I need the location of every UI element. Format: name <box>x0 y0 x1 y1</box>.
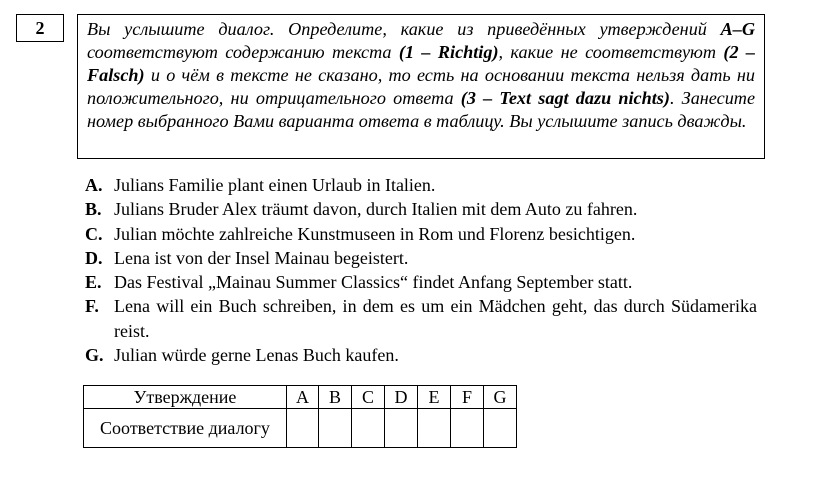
task-number: 2 <box>35 17 45 38</box>
answer-column-header: C <box>352 386 385 409</box>
instruction-emphasis: A–G <box>720 19 755 39</box>
statement-item <box>85 270 757 294</box>
answer-column-header: G <box>484 386 517 409</box>
answer-cell[interactable] <box>451 409 484 448</box>
answer-cell[interactable] <box>484 409 517 448</box>
instruction-text: . Занесите номер выбранного Вами варианта ответа в таблицу. Вы услышите запись дважды. <box>87 88 756 131</box>
statement-text: Julian würde gerne Lenas Buch kaufen. <box>114 345 399 366</box>
statement-letter: D. <box>85 247 103 268</box>
instruction-text: Вы услышите диалог. Определите, какие из приведённых утверждений <box>87 19 721 39</box>
task-number-box <box>16 14 64 42</box>
statement-text: Julian möchte zahlreiche Kunstmuseen in Rom und Florenz besichtigen. <box>114 223 636 244</box>
answer-cell[interactable] <box>418 409 451 448</box>
answer-column-header: F <box>451 386 484 409</box>
answer-table-row-label: Соответствие диалогу <box>84 409 287 448</box>
statement-text: Lena ist von der Insel Mainau begeistert. <box>114 247 409 268</box>
statement-list <box>85 173 757 367</box>
answer-column-header: B <box>319 386 352 409</box>
answer-table <box>83 385 517 448</box>
statement-item <box>85 173 757 197</box>
statement-letter: E. <box>85 272 102 293</box>
answer-table-answer-row <box>84 409 517 448</box>
answer-column-header: A <box>287 386 319 409</box>
statement-item <box>85 246 757 270</box>
statement-letter: A. <box>85 175 103 195</box>
instruction-text: и о чём в тексте не сказано, то есть на основании текста нельзя дать ни положительного, ни отрицательного ответа <box>87 65 755 108</box>
instruction-text: , какие не соответствуют <box>498 42 724 62</box>
statement-letter: B. <box>85 199 102 220</box>
statement-text: Julians Familie plant einen Urlaub in Italien. <box>114 175 436 195</box>
statement-item <box>85 343 757 367</box>
statement-item <box>85 294 757 343</box>
statement-text: Julians Bruder Alex träumt davon, durch Italien mit dem Auto zu fahren. <box>114 199 638 220</box>
statement-letter: F. <box>85 296 99 317</box>
instruction-text: соответствуют содержанию текста <box>87 42 399 62</box>
answer-cell[interactable] <box>287 409 319 448</box>
statement-letter: G. <box>85 345 104 366</box>
task-instruction <box>77 14 765 159</box>
statement-letter: C. <box>85 223 103 244</box>
answer-column-header: E <box>418 386 451 409</box>
answer-table-header-label: Утверждение <box>84 386 287 409</box>
answer-cell[interactable] <box>385 409 418 448</box>
statement-item <box>85 222 757 246</box>
answer-cell[interactable] <box>352 409 385 448</box>
instruction-emphasis: (1 – Richtig) <box>398 42 499 62</box>
answer-cell[interactable] <box>319 409 352 448</box>
statement-text: Lena will ein Buch schreiben, in dem es um ein Mädchen geht, das durch Südamerika reist. <box>114 296 757 341</box>
answer-column-header: D <box>385 386 418 409</box>
statement-item <box>85 197 757 221</box>
instruction-emphasis: (2 – Falsch) <box>87 42 756 85</box>
answer-table-header-row <box>84 386 517 409</box>
statement-text: Das Festival „Mainau Summer Classics“ findet Anfang September statt. <box>114 272 633 293</box>
instruction-emphasis: (3 – Text sagt dazu nichts) <box>460 88 670 108</box>
